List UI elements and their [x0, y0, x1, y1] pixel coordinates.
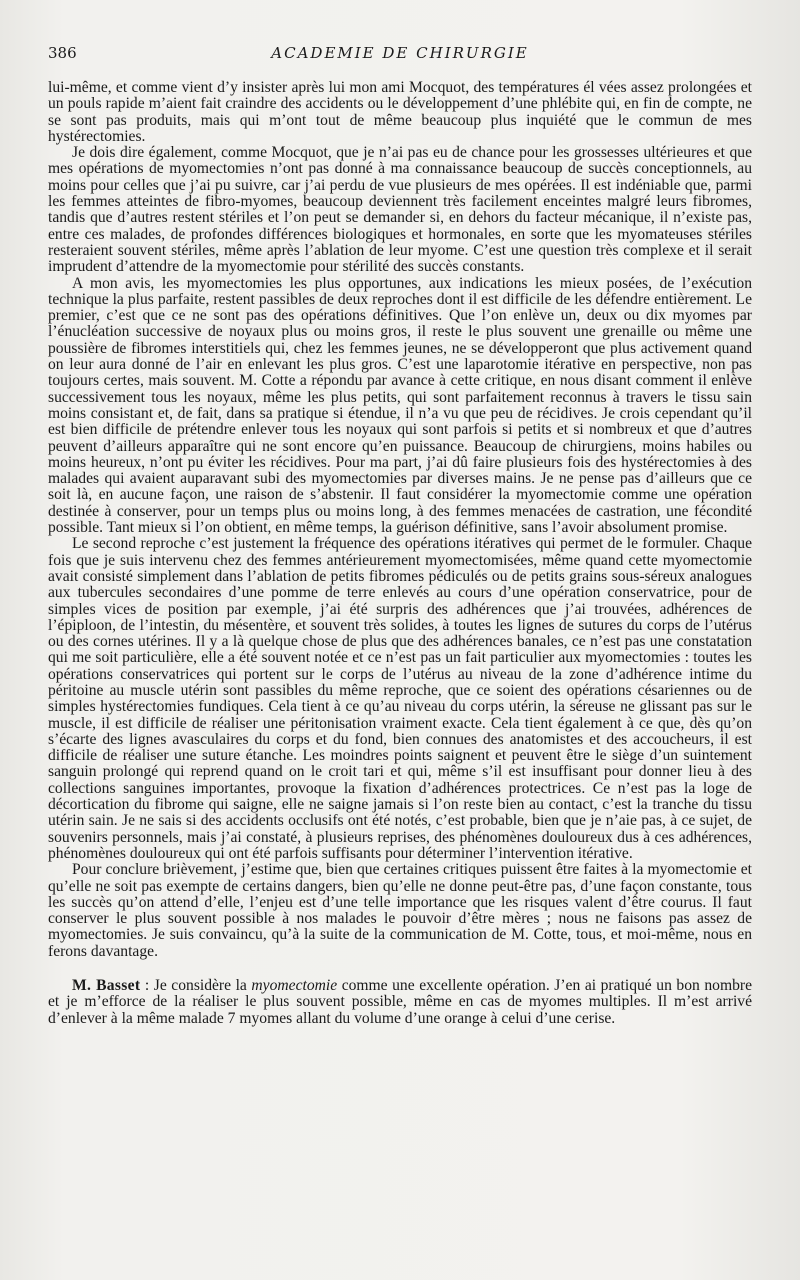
journal-title: ACADEMIE DE CHIRURGIE	[271, 44, 529, 62]
paragraph-conclusion: Pour conclure brièvement, j’estime que, bien que certaines critiques puissent être faites à la myomectomie et qu’elle ne soit pas exempte de certains dangers, bien qu’elle ne donne peut-être pas, d’une façon constante, tous les succès qu’on attend d’elle, l’enjeu est d’une telle importance que les risques valent d’être courus. Il faut conserver le plus souvent possible à nos malades le pouvoir d’être mères ; nous ne faisons pas assez de myomectomies. Je suis convaincu, qu’à la suite de la communication de M. Cotte, tous, et moi-même, nous en ferons davantage.	[48, 861, 752, 960]
paragraph-continuation: lui-même, et comme vient d’y insister après lui mon ami Mocquot, des températures él vées assez prolongées et un pouls rapide m’aient fait craindre des accidents ou le développement d’une phlébite qui, en fin de compte, ne se sont pas produits, mais qui m’ont tout de même beaucoup plus inquiété que le commun de mes hystérectomies.	[48, 79, 752, 145]
paragraph-basset	[48, 978, 752, 1027]
paragraph-second-reproche: Le second reproche c’est justement la fréquence des opérations itératives qui permet de le formuler. Chaque fois que je suis intervenu chez des femmes antérieurement myomectomisées, même quand cette myomectomie avait consisté simplement dans l’ablation de petits fibromes pédiculés ou de petits grains sous-séreux analogues aux tubercules secondaires d’une pomme de terre enlevés au cours d’une opération conservatrice, pour de simples vices de position par exemple, j’ai été surpris des adhérences que j’ai trouvées, adhérences de l’épiploon, de l’intestin, du mésentère, et souvent très solides, à toutes les lignes de sutures du corps de l’utérus ou des cornes utérines. Il y a là quelque chose de plus que des adhérences banales, ce n’est pas une constatation qui me soit particulière, elle a été souvent notée et ce n’est pas un fait particulier aux myomectomies : toutes les opérations conservatrices qui portent sur le corps de l’utérus au niveau de la zone d’adhérence intime du péritoine au muscle utérin sont passibles du même reproche, que ce soient des opérations césariennes ou de simples hystérectomies fundiques. Cela tient à ce qu’au niveau du corps utérin, la séreuse ne glissant pas sur le muscle, il est difficile de réaliser une péritonisation vraiment exacte. Cela tient également à ce que, dès qu’on s’écarte des lignes avasculaires du corps et du fond, bien connues des anatomistes et des accoucheurs, il est difficile de réaliser une suture étanche. Les moindres points saignent et peuvent être le siège d’un suintement sanguin prolongé qui reprend quand on le croit tari et qui, même s’il est insuffisant pour donner lieu à des collections sanguines importantes, provoque la fixation d’adhérences protectrices. Ce n’est pas la loge de décortication du fibrome qui saigne, elle ne saigne jamais si l’on reste bien au contact, c’est la tranche du tissu utérin sain. Je ne sais si des accidents occlusifs ont été notés, c’est probable, bien que je n’aie pas, à ce sujet, de souvenirs personnels, mais j’ai constaté, à plusieurs reprises, des phénomènes douloureux dus à ces adhérences, phénomènes douloureux qui ont été parfois suffisants pour déterminer l’intervention itérative.	[48, 535, 752, 862]
section-gap	[48, 960, 752, 978]
paragraph-grossesses: Je dois dire également, comme Mocquot, que je n’ai pas eu de chance pour les grossesses ultérieures et que mes opérations de myomectomies n’ont pas donné à ma connaissance beaucoup de succès conceptionnels, au moins pour celles que j’ai pu suivre, car j’ai perdu de vue plusieurs de mes opérées. Il est indéniable que, parmi les femmes atteintes de fibro-myomes, beaucoup deviennent très facilement enceintes malgré leurs fibromes, tandis que d’autres restent stériles et l’on peut se demander si, en dehors du facteur mécanique, il n’existe pas, entre ces malades, de profondes différences biologiques et hormonales, en sorte que les myomateuses stériles resteraient souvent stériles, même après l’ablation de leur myome. C’est une question très complexe et il serait imprudent d’attendre de la myomectomie pour stérilité des succès constants.	[48, 144, 752, 276]
italic-term: myomectomie	[251, 977, 338, 995]
running-head	[48, 44, 752, 68]
page-number: 386	[48, 44, 77, 62]
body-text	[48, 80, 752, 1027]
speaker-name: M. Basset	[72, 977, 141, 995]
basset-text-end: comme une excellente opération. J’en ai pratiqué un bon nombre et je m’efforce de la réaliser le plus souvent possible, même en cas de myomes multiples. Il m’est arrivé d’enlever à la même malade 7 myomes allant du volume d’une orange à celui d’une cerise.	[48, 977, 752, 1027]
basset-text-start: : Je considère la	[140, 977, 252, 995]
paragraph-reproches: A mon avis, les myomectomies les plus opportunes, aux indications les mieux posées, de l’exécution technique la plus parfaite, restent passibles de deux reproches dont il est difficile de les défendre entièrement. Le premier, c’est que ce ne sont pas des opérations définitives. Que l’on enlève un, deux ou dix myomes par l’énucléation successive de noyaux plus ou moins gros, il reste le plus souvent une grenaille ou même une poussière de fibromes interstitiels qui, chez les femmes jeunes, ne se développeront que plus activement quand on leur aura donné de l’air en enlevant les plus gros. C’est une laparotomie itérative en perspective, non pas toujours certes, mais souvent. M. Cotte a répondu par avance à cette critique, en nous disant comment il enlève successivement tous les noyaux, même les plus petits, qui sont parfaitement reconnus à travers le tissu sain moins consistant et, de fait, dans sa pratique si étendue, il n’a vu que peu de récidives. Je crois cependant qu’il est bien difficile de prétendre enlever tous les noyaux qui sont parfois si petits et si nombreux et que d’autres peuvent d’ailleurs apparaître qui ne sont encore qu’en puissance. Beaucoup de chirurgiens, moins habiles ou moins heureux, n’ont pu éviter les récidives. Pour ma part, j’ai dû faire plusieurs fois des hystérectomies à des malades qui avaient auparavant subi des myomectomies par diverses mains. Je ne pense pas d’ailleurs que ce soit là, en aucune façon, une raison de s’abstenir. Il faut considérer la myomectomie comme une opération destinée à conserver, pour un temps plus ou moins long, à des femmes menacées de castration, une fécondité possible. Tant mieux si l’on obtient, en même temps, la guérison définitive, sans l’avoir absolument promise.	[48, 274, 752, 537]
